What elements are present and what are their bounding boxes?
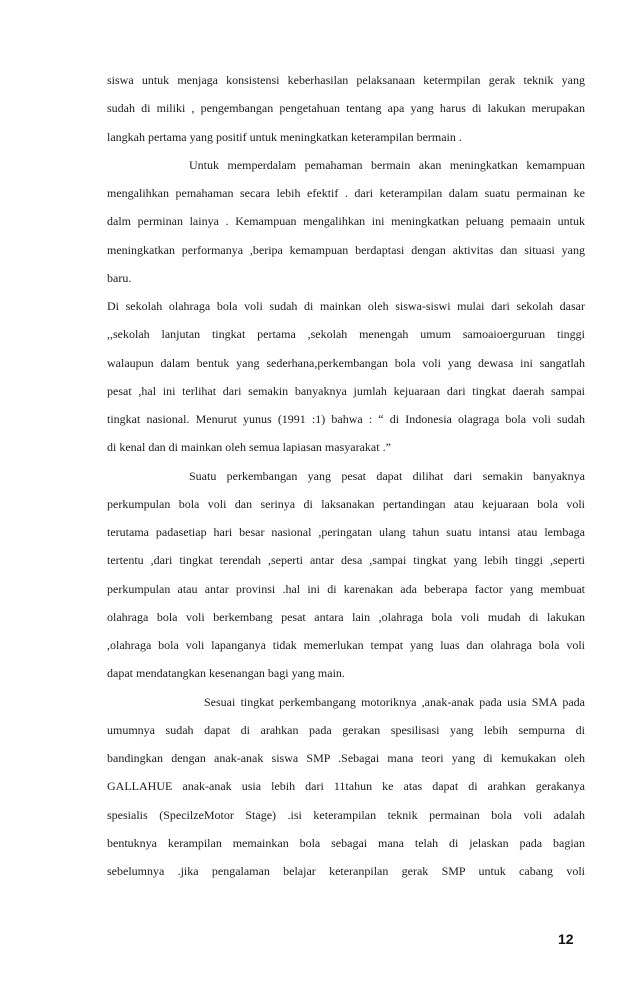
text-line: meningkatkan performanya ,beripa kemampuan berdaptasi dengan aktivitas dan situasi yang [107, 242, 585, 257]
text-line: terutama padasetiap hari besar nasional ,peringatan ulang tahun suatu intansi atau lembaga [107, 525, 585, 539]
text-line: mengalihkan pemahaman secara lebih efektif . dari keterampilan dalam suatu permainan ke [107, 186, 585, 200]
page-number: 12 [558, 931, 574, 947]
text-line: umumnya sudah dapat di arahkan pada gerakan spesilisasi yang lebih sempurna di [107, 722, 585, 737]
text-line: di kenal dan di mainkan oleh semua lapiasan masyarakat .” [107, 440, 391, 455]
text-line: bandingkan dengan anak-anak siswa SMP .Sebagai mana teori yang di kemukakan oleh [107, 751, 585, 765]
text-line: perkumpulan bola voli dan serinya di laksanakan pertandingan atau kejuaraan bola voli [107, 496, 585, 511]
text-line: olahraga bola voli berkembang pesat antara lain ,olahraga bola voli mudah di lakukan [107, 609, 585, 624]
body-text [107, 66, 585, 885]
text-line: tertentu ,dari tingkat terendah ,seperti antar desa ,sampai tingkat yang lebih tinggi ,seperti [107, 553, 585, 568]
text-line: sebelumnya .jika pengalaman belajar keteranpilan gerak SMP untuk cabang voli [107, 864, 585, 878]
text-line: perkumpulan atau antar provinsi .hal ini di karenakan ada beberapa factor yang membuat [107, 581, 585, 596]
text-line: walaupun dalam bentuk yang sederhana,perkembangan bola voli yang dewasa ini sangatlah [107, 355, 585, 370]
text-line: langkah pertama yang positif untuk meningkatkan keterampilan bermain . [107, 129, 462, 144]
text-line: ,olahraga bola voli lapanganya tidak memerlukan tempat yang luas dan olahraga bola voli [107, 638, 585, 652]
text-line: tingkat nasional. Menurut yunus (1991 :1) bahwa : “ di Indonesia olagraga bola voli sudah [107, 412, 585, 426]
text-line: Untuk memperdalam pemahaman bermain akan meningkatkan kemampuan [189, 157, 585, 172]
text-line: Suatu perkembangan yang pesat dapat dilihat dari semakin banyaknya [189, 468, 585, 483]
text-line: dalm perminan lainya . Kemampuan mengalihkan ini meningkatkan peluang pemaain untuk [107, 214, 585, 229]
text-line: baru. [107, 270, 132, 285]
text-line: dapat mendatangkan kesenangan bagi yang main. [107, 666, 345, 681]
text-line: siswa untuk menjaga konsistensi keberhasilan pelaksanaan ketermpilan gerak teknik yang [107, 73, 585, 87]
text-line: sudah di miliki , pengembangan pengetahuan tentang apa yang harus di lakukan merupakan [107, 101, 585, 116]
text-line: Di sekolah olahraga bola voli sudah di mainkan oleh siswa-siswi mulai dari sekolah dasar [107, 299, 585, 313]
text-line: pesat ,hal ini terlihat dari semakin banyaknya jumlah kejuaraan dari tingkat daerah sampai [107, 383, 585, 398]
text-line: ,,sekolah lanjutan tingkat pertama ,sekolah menengah umum samoaioerguruan tinggi [107, 327, 585, 342]
text-line: Sesuai tingkat perkembangang motoriknya ,anak-anak pada usia SMA pada [204, 694, 585, 709]
text-line: bentuknya kerampilan memainkan bola sebagai mana telah di jelaskan pada bagian [107, 835, 585, 850]
text-line: GALLAHUE anak-anak usia lebih dari 11tahun ke atas dapat di arahkan gerakanya [107, 779, 585, 794]
text-line: spesialis (SpecilzeMotor Stage) .isi keterampilan teknik permainan bola voli adalah [107, 807, 585, 822]
